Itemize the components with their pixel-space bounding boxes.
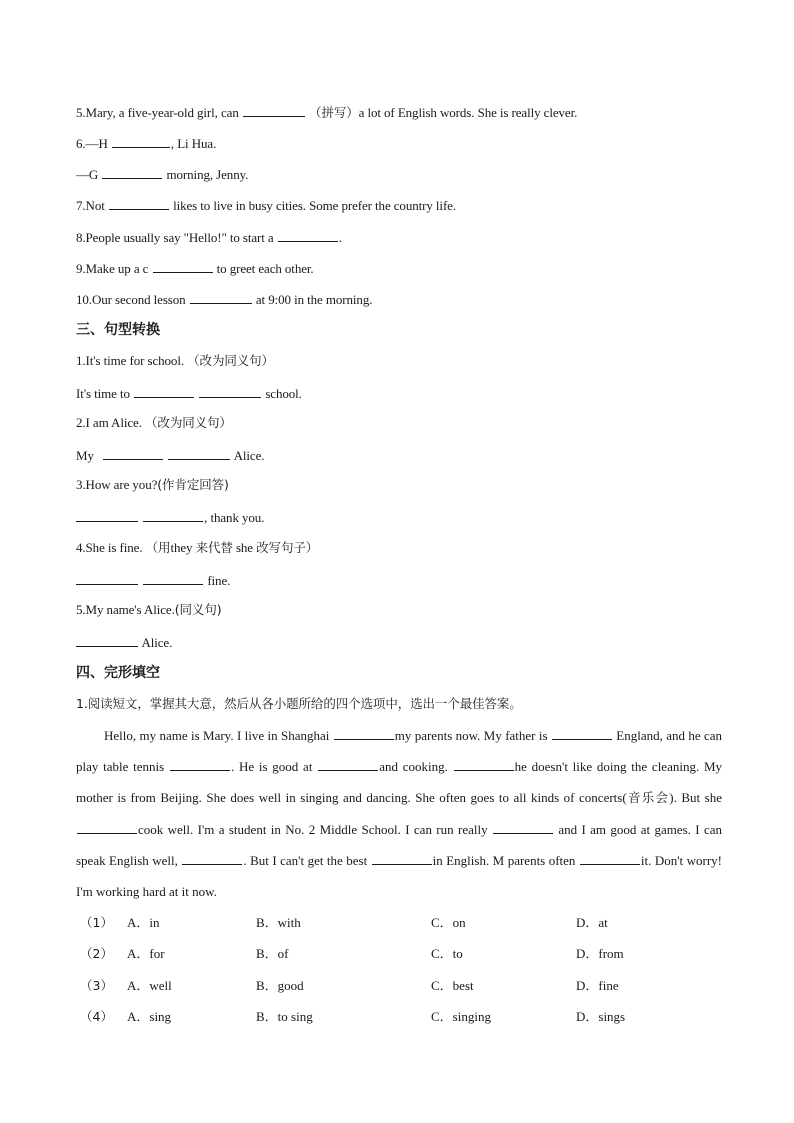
answer-suffix: fine. bbox=[207, 573, 231, 588]
passage-text: in English. M parents often bbox=[432, 852, 576, 868]
hint-text: （用 bbox=[145, 540, 171, 555]
question-text: morning, Jenny. bbox=[166, 167, 249, 182]
option-number: （3） bbox=[80, 978, 113, 993]
cloze-blank-3[interactable] bbox=[170, 758, 230, 771]
question-9 bbox=[76, 260, 726, 277]
question-text: . bbox=[338, 230, 342, 245]
question-7 bbox=[76, 197, 726, 214]
option-row-1 bbox=[76, 915, 726, 931]
option-a[interactable]: A．sing bbox=[127, 1009, 172, 1024]
answer-prefix: My bbox=[76, 448, 94, 463]
hint-text: （拼写） bbox=[309, 105, 359, 120]
passage-text: 音乐会 bbox=[626, 790, 670, 806]
cloze-blank-9[interactable] bbox=[372, 852, 432, 865]
option-number: （1） bbox=[80, 915, 113, 930]
answer-suffix: Alice. bbox=[141, 635, 173, 650]
option-b[interactable]: B．of bbox=[256, 946, 289, 961]
hint-text: she bbox=[235, 540, 253, 555]
answer-blank[interactable] bbox=[153, 260, 213, 273]
passage-text: . But I can't get the best bbox=[243, 852, 368, 868]
option-b[interactable]: B．good bbox=[256, 978, 304, 993]
transform-4-answer bbox=[76, 572, 726, 589]
cloze-blank-2[interactable] bbox=[552, 727, 612, 740]
option-c[interactable]: C．on bbox=[431, 915, 466, 930]
answer-suffix: Alice. bbox=[233, 448, 265, 463]
transform-5-answer bbox=[76, 634, 726, 651]
cloze-passage bbox=[76, 720, 722, 907]
option-number: （2） bbox=[80, 946, 113, 961]
option-a[interactable]: A．for bbox=[127, 946, 165, 961]
question-text: , Li Hua. bbox=[170, 136, 217, 151]
question-text: 5.Mary, a five-year-old girl, can bbox=[76, 105, 239, 120]
section-3-title: 三、句型转换 bbox=[76, 322, 160, 338]
answer-blank[interactable] bbox=[190, 291, 252, 304]
answer-blank[interactable] bbox=[76, 634, 138, 647]
answer-blank[interactable] bbox=[76, 509, 138, 522]
question-text: to greet each other. bbox=[216, 261, 314, 276]
transform-3-question bbox=[76, 477, 726, 493]
answer-blank[interactable] bbox=[243, 104, 305, 117]
cloze-blank-1[interactable] bbox=[334, 727, 394, 740]
question-text: 6.—H bbox=[76, 136, 108, 151]
answer-blank[interactable] bbox=[199, 385, 261, 398]
question-text: 8.People usually say "Hello!" to start a bbox=[76, 230, 274, 245]
option-c[interactable]: C．singing bbox=[431, 1009, 491, 1024]
hint-text: (同义句) bbox=[174, 602, 222, 617]
transform-4-question bbox=[76, 540, 726, 556]
passage-text: it. Don't worry! I'm working hard at it now. bbox=[76, 852, 723, 900]
answer-blank[interactable] bbox=[143, 572, 203, 585]
question-8 bbox=[76, 229, 726, 246]
question-5 bbox=[76, 104, 726, 121]
option-number: （4） bbox=[80, 1009, 113, 1024]
answer-blank[interactable] bbox=[103, 447, 163, 460]
question-text: 3.How are you? bbox=[76, 477, 158, 492]
question-text: 1.It's time for school. bbox=[76, 353, 184, 368]
answer-blank[interactable] bbox=[109, 197, 169, 210]
question-text: 10.Our second lesson bbox=[76, 292, 186, 307]
option-c[interactable]: C．to bbox=[431, 946, 463, 961]
hint-text: （改为同义句） bbox=[145, 415, 232, 430]
passage-text: . He is good at bbox=[230, 759, 313, 775]
cloze-blank-6[interactable] bbox=[77, 821, 137, 834]
question-text: a lot of English words. She is really clever. bbox=[358, 105, 578, 120]
answer-suffix: school. bbox=[265, 386, 302, 401]
answer-suffix: , thank you. bbox=[204, 510, 265, 525]
answer-blank[interactable] bbox=[102, 166, 162, 179]
answer-blank[interactable] bbox=[143, 509, 203, 522]
question-text: 9.Make up a c bbox=[76, 261, 149, 276]
transform-5-question bbox=[76, 602, 726, 618]
transform-2-answer bbox=[76, 447, 726, 464]
option-row-3 bbox=[76, 978, 726, 994]
option-d[interactable]: D．from bbox=[576, 946, 624, 961]
section-4-title: 四、完形填空 bbox=[76, 665, 160, 681]
option-a[interactable]: A．in bbox=[127, 915, 160, 930]
cloze-blank-10[interactable] bbox=[580, 852, 640, 865]
passage-text: ). But she bbox=[669, 790, 722, 806]
option-b[interactable]: B．to sing bbox=[256, 1009, 313, 1024]
transform-2-question bbox=[76, 415, 726, 431]
transform-1-answer bbox=[76, 385, 726, 402]
hint-text: 改写句子） bbox=[256, 540, 319, 555]
question-6-line2 bbox=[76, 166, 726, 183]
question-text: 7.Not bbox=[76, 198, 105, 213]
transform-1-question bbox=[76, 353, 726, 369]
question-text: likes to live in busy cities. Some prefer the country life. bbox=[173, 198, 456, 213]
passage-text: England, and he can play table tennis bbox=[76, 728, 723, 775]
question-text: 5.My name's Alice. bbox=[76, 602, 175, 617]
hint-text: (作肯定回答) bbox=[157, 477, 229, 492]
cloze-blank-4[interactable] bbox=[318, 758, 378, 771]
question-10 bbox=[76, 291, 726, 308]
question-text: at 9:00 in the morning. bbox=[255, 292, 373, 307]
question-text: 2.I am Alice. bbox=[76, 415, 142, 430]
option-d[interactable]: D．fine bbox=[576, 978, 619, 993]
cloze-blank-7[interactable] bbox=[493, 821, 553, 834]
answer-blank[interactable] bbox=[76, 572, 138, 585]
hint-text: 来代替 bbox=[195, 540, 233, 555]
option-a[interactable]: A．well bbox=[127, 978, 172, 993]
passage-text: and I am good at games. I can speak English well, bbox=[76, 821, 722, 868]
option-row-2 bbox=[76, 946, 726, 962]
answer-prefix: It's time to bbox=[76, 386, 130, 401]
option-c[interactable]: C．best bbox=[431, 978, 474, 993]
transform-3-answer bbox=[76, 509, 726, 526]
option-row-4 bbox=[76, 1009, 726, 1025]
passage-text: he doesn't like doing the cleaning. My mother is from Beijing. She does well in singing and dancing. She often goes to all kinds of concerts( bbox=[76, 759, 723, 806]
answer-blank[interactable] bbox=[112, 135, 170, 148]
option-d[interactable]: D．at bbox=[576, 915, 608, 930]
answer-blank[interactable] bbox=[134, 385, 194, 398]
passage-text: my parents now. My father is bbox=[394, 728, 548, 743]
hint-text: they bbox=[170, 540, 193, 555]
passage-text: cook well. I'm a student in No. 2 Middle School. I can run really bbox=[138, 821, 488, 837]
hint-text: （改为同义句） bbox=[187, 353, 274, 368]
question-text: 4.She is fine. bbox=[76, 540, 143, 555]
question-text: —G bbox=[76, 167, 99, 182]
passage-text: and cooking. bbox=[379, 759, 448, 775]
answer-blank[interactable] bbox=[278, 229, 338, 242]
question-6-line1 bbox=[76, 135, 726, 152]
cloze-instruction: 1.阅读短文，掌握其大意，然后从各小题所给的四个选项中，选出一个最佳答案。 bbox=[76, 696, 522, 711]
cloze-blank-8[interactable] bbox=[182, 852, 242, 865]
passage-text: Hello, my name is Mary. I live in Shanghai bbox=[104, 728, 330, 743]
cloze-blank-5[interactable] bbox=[454, 758, 514, 771]
option-b[interactable]: B．with bbox=[256, 915, 301, 930]
option-d[interactable]: D．sings bbox=[576, 1009, 626, 1024]
answer-blank[interactable] bbox=[168, 447, 230, 460]
